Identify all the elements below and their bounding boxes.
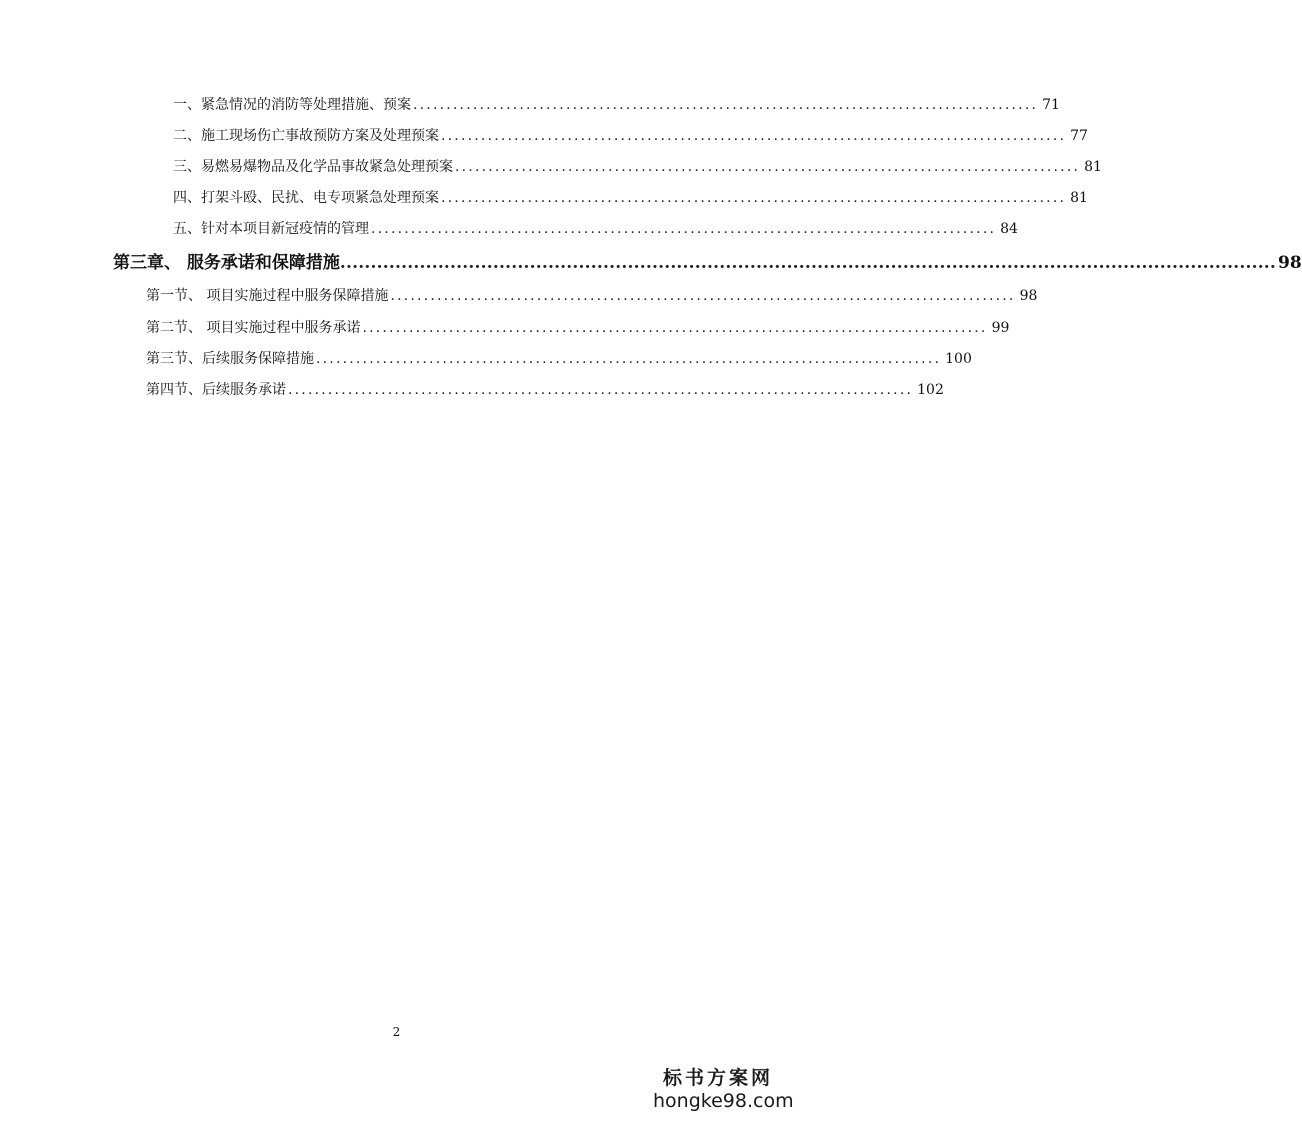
toc-entry[interactable] [173, 218, 1018, 240]
toc-entry-page: 84 [1000, 221, 1018, 237]
toc-leader-dots: .............................................................................................. [362, 320, 988, 336]
toc-leader-dots: .............................................................................................. [441, 128, 1067, 144]
toc-entry-page: 77 [1070, 128, 1088, 144]
toc-entry-page: 98 [1019, 288, 1038, 304]
page-number: 2 [392, 1025, 401, 1039]
toc-entry-title: 第四节、后续服务承诺 [146, 382, 286, 398]
toc-entry-page: 99 [991, 320, 1010, 336]
toc-leader-dots: .............................................................................................. [455, 159, 1081, 175]
toc-entry-title: 第三节、后续服务保障措施 [146, 351, 314, 367]
toc-leader-dots: .............................................................................................. [390, 288, 1016, 304]
toc-entry[interactable] [146, 285, 1038, 307]
toc-entry[interactable] [173, 125, 1088, 147]
toc-leader-dots: .............................................................................................. [441, 190, 1067, 206]
toc-entry-title: 四、打架斗殴、民扰、电专项紧急处理预案 [173, 190, 439, 206]
toc-leader-dots: ......................................................................................................................................................... [339, 253, 1277, 273]
toc-entry-title: 一、紧急情况的消防等处理措施、预案 [173, 97, 411, 113]
site-watermark [653, 1066, 794, 1112]
toc-entry-title: 三、易燃易爆物品及化学品事故紧急处理预案 [173, 159, 453, 175]
toc-entry-page: 81 [1084, 159, 1102, 175]
watermark-url: hongke98.com [653, 1090, 794, 1112]
toc-entry[interactable] [146, 348, 972, 370]
toc-entry[interactable] [173, 156, 1102, 178]
toc-leader-dots: .............................................................................................. [413, 97, 1039, 113]
toc-leader-dots: .............................................................................................. [316, 351, 942, 367]
toc-entry[interactable] [146, 379, 944, 401]
watermark-name: 标书方案网 [662, 1067, 773, 1089]
toc-entry[interactable] [146, 317, 1010, 339]
toc-entry-title: 二、施工现场伤亡事故预防方案及处理预案 [173, 128, 439, 144]
toc-entry-page: 71 [1042, 97, 1060, 113]
toc-entry[interactable] [173, 94, 1060, 116]
toc-entry-title: 第二节、 项目实施过程中服务承诺 [146, 320, 361, 336]
toc-entry-title: 五、针对本项目新冠疫情的管理 [173, 221, 369, 237]
toc-entry-page: 100 [945, 351, 972, 367]
toc-leader-dots: .............................................................................................. [371, 221, 997, 237]
toc-entry-title: 第一节、 项目实施过程中服务保障措施 [146, 288, 389, 304]
toc-leader-dots: .............................................................................................. [288, 382, 914, 398]
toc-entry-page: 102 [917, 382, 944, 398]
toc-entry[interactable] [173, 187, 1088, 209]
toc-entry-page: 98 [1278, 253, 1302, 273]
toc-chapter-entry[interactable] [113, 250, 1302, 276]
toc-entry-page: 81 [1070, 190, 1088, 206]
toc-entry-title: 第三章、 服务承诺和保障措施 [113, 253, 340, 273]
